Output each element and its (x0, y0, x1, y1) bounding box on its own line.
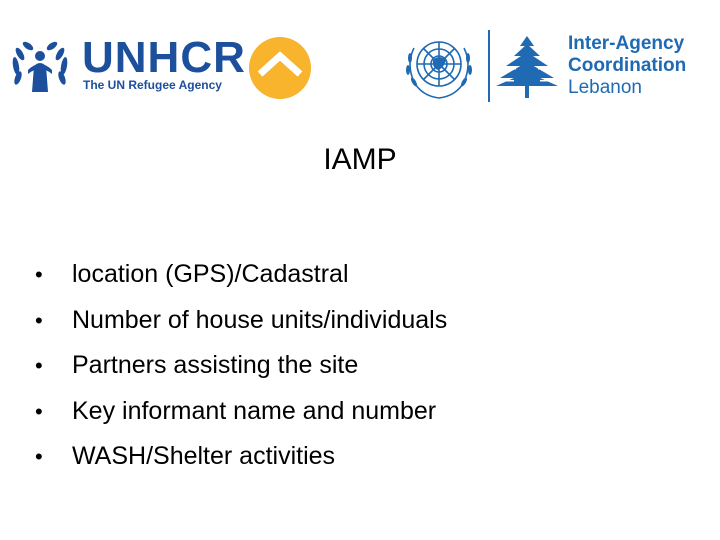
bullet-text: Number of house units/individuals (72, 305, 448, 334)
bullet-dot: • (35, 353, 43, 378)
shelter-house-icon (248, 36, 312, 100)
logo-divider (488, 30, 490, 102)
bullet-text: Key informant name and number (72, 396, 437, 425)
bullet-dot: • (35, 307, 43, 333)
un-emblem-icon (400, 28, 478, 100)
iac-line-1: Inter-Agency (568, 33, 685, 54)
slide-title: IAMP (323, 143, 397, 176)
bullet-item (36, 252, 447, 298)
unhcr-tagline: The UN Refugee Agency (83, 78, 222, 92)
unhcr-emblem-icon (8, 36, 72, 94)
bullet-text: location (GPS)/Cadastral (72, 260, 349, 288)
iac-line-2: Coordination (568, 55, 687, 76)
bullet-item (36, 389, 447, 435)
bullet-list (36, 252, 447, 480)
inter-agency-coordination-logo (568, 33, 686, 99)
bullet-dot: • (35, 398, 43, 424)
bullet-item (36, 343, 447, 389)
bullet-dot: • (35, 444, 43, 469)
bullet-dot: • (35, 262, 43, 287)
bullet-text: Partners assisting the site (72, 351, 359, 379)
iac-line-3: Lebanon (568, 77, 642, 98)
bullet-item (36, 434, 447, 480)
unhcr-wordmark: UNHCR (82, 33, 246, 82)
bullet-text: WASH/Shelter activities (72, 442, 336, 470)
bullet-item (36, 298, 447, 344)
cedar-tree-icon (496, 32, 558, 102)
